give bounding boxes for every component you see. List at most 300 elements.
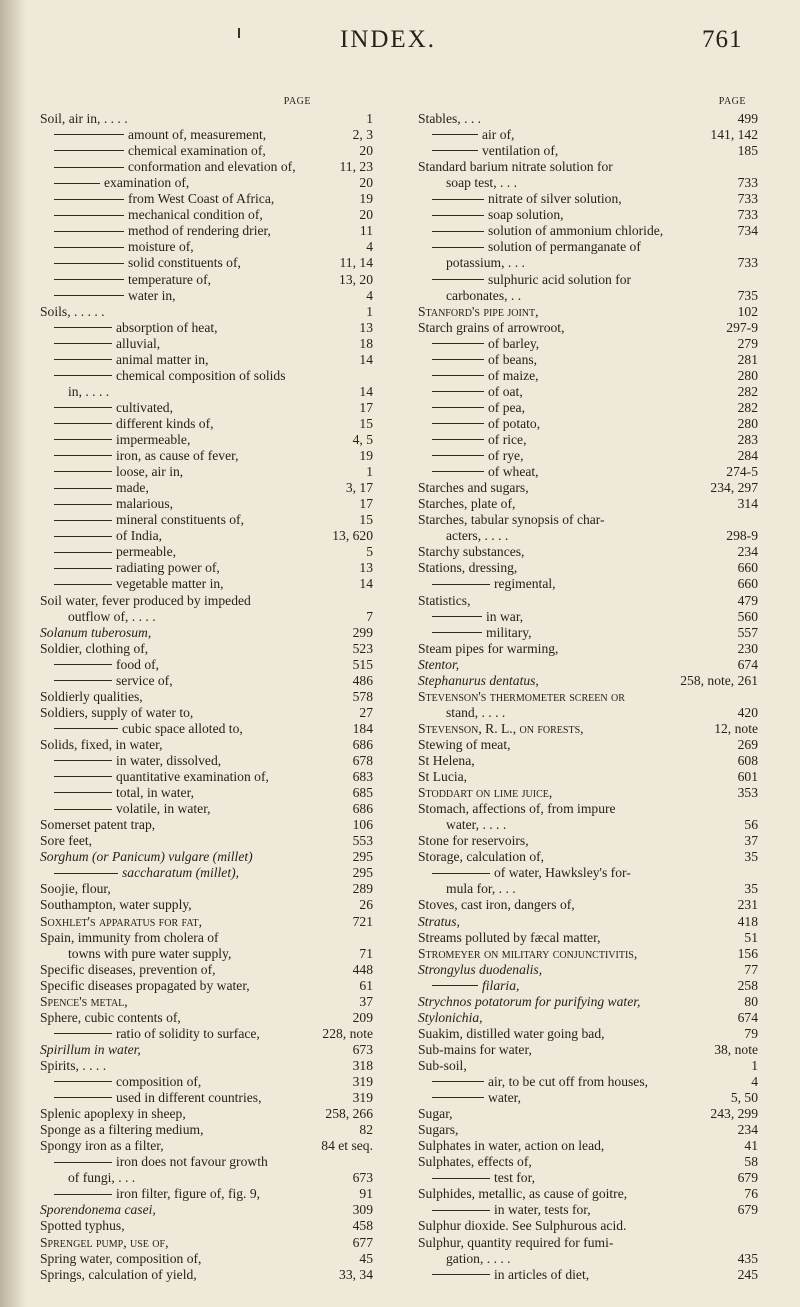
index-entry [418,352,758,368]
ditto-rule [432,584,490,585]
index-entry [418,304,758,320]
entry-page-ref: 209 [352,1009,373,1025]
entry-page-ref: 234 [737,544,758,560]
entry-text: chemical examination of, [128,143,266,159]
entry-text: Solids, fixed, in water, [40,736,163,752]
entry-page-ref: 41 [744,1138,758,1154]
index-entry [40,528,373,544]
index-entry [418,1074,758,1090]
ditto-rule [432,199,484,200]
entry-page-ref: 228, note [322,1025,373,1041]
index-entry [418,897,758,913]
ditto-rule [54,471,112,472]
entry-text: of rye, [488,448,524,464]
page-header [0,18,800,58]
index-entry [418,946,758,962]
entry-text: Sub-soil, [418,1057,467,1073]
index-entry [418,1154,758,1170]
entry-text: regimental, [494,576,556,592]
index-entry [418,576,758,592]
entry-page-ref: 679 [737,1170,758,1186]
entry-text: Stratus, [418,913,460,929]
entry-text: water, . . . . [446,817,507,833]
index-entry [418,239,758,255]
index-entry [40,673,373,689]
entry-text: Stevenson's thermometer screen or [418,688,625,704]
index-entry [40,416,373,432]
entry-text: Stewing of meat, [418,736,511,752]
entry-text: military, [486,624,532,640]
ditto-rule [54,327,112,328]
entry-page-ref: 19 [359,448,373,464]
entry-text: animal matter in, [116,351,209,367]
entry-page-ref: 17 [359,399,373,415]
entry-text: Splenic apoplexy in sheep, [40,1106,186,1122]
index-entry [40,978,373,994]
entry-page-ref: 608 [737,753,758,768]
index-entry [418,288,758,304]
entry-page-ref: 435 [737,1250,758,1266]
entry-text: from West Coast of Africa, [128,191,275,207]
entry-page-ref: 674 [737,1009,758,1025]
index-entry [40,833,373,849]
ditto-rule [432,471,484,472]
index-entry [418,817,758,833]
entry-page-ref: 319 [352,1090,373,1106]
index-entry [40,352,373,368]
index-entry [40,127,373,143]
entry-text: iron filter, figure of, fig. 9, [116,1186,261,1202]
entry-text: mula for, . . . [446,881,516,897]
entry-text: Spotted typhus, [40,1218,125,1234]
index-entry [40,849,373,865]
index-entry [418,1122,758,1138]
entry-text: Sorghum (or Panicum) vulgare (millet) [40,849,253,865]
entry-page-ref: 282 [737,383,758,399]
entry-page-ref: 79 [744,1025,758,1041]
entry-page-ref: 11 [359,223,373,239]
index-entry [418,753,758,769]
index-entry [40,336,373,352]
index-entry [418,272,758,288]
entry-text: stand, . . . . [446,704,506,720]
index-entry [40,175,373,191]
index-entry [418,1106,758,1122]
entry-text: Starches and sugars, [418,480,529,496]
index-entry [418,865,758,881]
entry-text: Stevenson, R. L., on forests, [418,720,584,736]
entry-text: cultivated, [116,399,173,415]
index-entry [418,978,758,994]
index-entry [40,1138,373,1154]
ditto-rule [432,391,484,392]
entry-text: Sub-mains for water, [418,1041,532,1057]
entry-text: Starchy substances, [418,544,525,560]
index-entry [40,641,373,657]
entry-text: Streams polluted by fæcal matter, [418,929,601,945]
index-entry [418,721,758,737]
index-entry [40,721,373,737]
ditto-rule [54,247,124,248]
index-entry [40,881,373,897]
index-entry [40,1074,373,1090]
entry-page-ref: 678 [352,753,373,768]
index-entry [40,1010,373,1026]
entry-text: Stomach, affections of, from impure [418,801,616,817]
entry-text: nitrate of silver solution, [488,191,622,207]
ditto-rule [54,568,112,569]
index-entry [40,1186,373,1202]
index-entry [418,1010,758,1026]
index-entry [418,673,758,689]
entry-text: mineral constituents of, [116,512,244,528]
entry-text: Steam pipes for warming, [418,640,559,656]
index-entry [40,512,373,528]
entry-text: Sugars, [418,1122,459,1138]
ditto-rule [432,279,484,280]
entry-page-ref: 45 [359,1250,373,1266]
index-entry [418,384,758,400]
entry-page-ref: 77 [744,961,758,977]
entry-page-ref: 13, 620 [332,528,373,544]
ditto-rule [54,680,112,681]
entry-text: of pea, [488,399,525,415]
entry-text: Stanford's pipe joint, [418,303,539,319]
entry-page-ref: 35 [744,881,758,897]
entry-page-ref: 14 [359,351,373,367]
entry-text: Strychnos potatorum for purifying water, [418,993,641,1009]
entry-page-ref: 184 [352,720,373,736]
entry-text: Starches, tabular synopsis of char- [418,512,605,528]
ditto-rule [54,215,124,216]
entry-page-ref: 673 [352,1170,373,1186]
entry-page-ref: 84 et seq. [321,1138,373,1154]
entry-page-ref: 37 [744,833,758,849]
ditto-rule [54,1162,112,1163]
entry-page-ref: 295 [352,865,373,881]
entry-text: St Helena, [418,753,475,768]
ditto-rule [432,632,482,633]
ditto-rule [432,985,478,986]
index-entry [40,560,373,576]
entry-page-ref: 35 [744,849,758,865]
entry-page-ref: 297-9 [726,319,758,335]
index-entry [418,657,758,673]
entry-page-ref: 5, 50 [730,1090,758,1106]
entry-page-ref: 37 [359,993,373,1009]
entry-text: Somerset patent trap, [40,817,156,833]
entry-text: in articles of diet, [494,1266,590,1282]
entry-page-ref: 102 [737,303,758,319]
entry-text: in water, dissolved, [116,753,222,768]
entry-text: Spain, immunity from cholera of [40,929,219,945]
entry-text: acters, . . . . [446,528,509,544]
entry-text: Sporendonema casei, [40,1202,156,1218]
entry-page-ref: 735 [737,287,758,303]
entry-text: Spring water, composition of, [40,1250,202,1266]
index-entry [418,769,758,785]
index-entry [418,849,758,865]
index-entry [418,111,758,127]
ditto-rule [54,728,118,729]
entry-page-ref: 314 [737,496,758,512]
entry-page-ref: 1 [366,303,373,319]
entry-text: Specific diseases propagated by water, [40,977,250,993]
index-entry [418,625,758,641]
entry-page-ref: 185 [737,143,758,159]
entry-page-ref: 318 [352,1057,373,1073]
entry-text: test for, [494,1170,535,1186]
entry-page-ref: 274-5 [726,464,758,480]
entry-text: filaria, [482,977,520,993]
entry-page-ref: 234 [737,1122,758,1138]
entry-page-ref: 557 [737,624,758,640]
entry-page-ref: 80 [744,993,758,1009]
entry-text: Storage, calculation of, [418,849,545,865]
entry-page-ref: 3, 17 [345,480,373,496]
ditto-rule [54,664,112,665]
index-entry [40,962,373,978]
index-entry [418,801,758,817]
entry-page-ref: 258, 266 [325,1106,373,1122]
index-entry [40,191,373,207]
entry-text: ventilation of, [482,143,559,159]
entry-page-ref: 4 [366,239,373,255]
entry-text: used in different countries, [116,1090,262,1106]
entry-text: radiating power of, [116,560,220,576]
entry-page-ref: 679 [737,1202,758,1218]
entry-page-ref: 683 [352,769,373,785]
ditto-rule [54,1033,112,1034]
index-entry [40,384,373,400]
ditto-rule [432,1274,490,1275]
index-entry [40,1026,373,1042]
entry-text: alluvial, [116,335,161,351]
entry-text: Stone for reservoirs, [418,833,529,849]
index-entry [40,1267,373,1283]
ditto-rule [432,247,484,248]
entry-text: Sulphur dioxide. See Sulphurous acid. [418,1218,627,1234]
index-entry [40,946,373,962]
entry-text: of oat, [488,383,523,399]
entry-text: Southampton, water supply, [40,897,192,913]
ditto-rule [432,134,478,135]
entry-text: sulphuric acid solution for [488,271,632,287]
entry-text: air, to be cut off from houses, [488,1074,649,1089]
entry-text: gation, . . . . [446,1250,511,1266]
ditto-rule [54,295,124,296]
entry-page-ref: 448 [352,961,373,977]
entry-page-ref: 245 [737,1266,758,1282]
ditto-rule [54,809,112,810]
index-entry [418,127,758,143]
entry-text: Spongy iron as a filter, [40,1138,164,1154]
index-entry [418,400,758,416]
index-entry [418,705,758,721]
index-entry [418,737,758,753]
entry-page-ref: 283 [737,432,758,447]
entry-text: Suakim, distilled water going bad, [418,1025,605,1041]
entry-text: outflow of, . . . . [68,608,156,624]
index-entry [418,962,758,978]
index-entry [418,930,758,946]
entry-page-ref: 141, 142 [710,127,758,143]
index-entry [418,609,758,625]
entry-page-ref: 7 [366,608,373,624]
entry-page-ref: 20 [359,175,373,191]
entry-text: of India, [116,528,163,544]
ditto-rule [54,455,112,456]
entry-page-ref: 82 [359,1122,373,1138]
ditto-rule [432,1097,484,1098]
entry-page-ref: 258 [737,977,758,993]
entry-page-ref: 18 [359,335,373,351]
entry-page-ref: 13 [359,319,373,335]
entry-text: soap test, . . . [446,175,517,191]
entry-page-ref: 560 [737,608,758,624]
entry-text: Strongylus duodenalis, [418,961,543,977]
index-entry [418,416,758,432]
entry-text: Sponge as a filtering medium, [40,1122,204,1138]
entry-page-ref: 601 [737,769,758,785]
ditto-rule [54,263,124,264]
entry-page-ref: 733 [737,175,758,191]
entry-text: vegetable matter in, [116,576,224,592]
page-column-heading: PAGE [718,96,746,107]
entry-text: in water, tests for, [494,1202,591,1218]
index-entry [418,143,758,159]
index-entry [418,320,758,336]
ditto-rule [432,231,484,232]
index-entry [40,159,373,175]
ditto-rule [54,792,112,793]
index-entry [418,1170,758,1186]
index-entry [40,239,373,255]
index-entry [418,1042,758,1058]
entry-page-ref: 156 [737,945,758,961]
index-entry [418,448,758,464]
ditto-rule [54,279,124,280]
entry-text: Soil water, fever produced by impeded [40,592,251,608]
entry-page-ref: 243, 299 [710,1106,758,1122]
index-entry [418,544,758,560]
index-entry [40,705,373,721]
ditto-rule [432,359,484,360]
entry-page-ref: 51 [744,929,758,945]
index-entry [418,464,758,480]
index-entry [40,255,373,271]
ditto-rule [54,873,118,874]
entry-page-ref: 677 [352,1234,373,1250]
entry-text: Sulphides, metallic, as cause of goitre, [418,1186,628,1202]
entry-text: of barley, [488,335,540,351]
index-entry [40,272,373,288]
entry-page-ref: 523 [352,640,373,656]
entry-page-ref: 91 [359,1186,373,1202]
entry-text: food of, [116,656,160,672]
entry-page-ref: 20 [359,143,373,159]
entry-text: water, [488,1090,522,1106]
entry-text: impermeable, [116,432,191,447]
entry-page-ref: 458 [352,1218,373,1234]
entry-page-ref: 231 [737,897,758,913]
entry-page-ref: 418 [737,913,758,929]
entry-text: towns with pure water supply, [68,945,232,961]
index-entry [418,560,758,576]
entry-page-ref: 279 [737,335,758,351]
entry-text: absorption of heat, [116,319,218,335]
entry-text: Sprengel pump, use of, [40,1234,169,1250]
index-entry [40,111,373,127]
entry-page-ref: 284 [737,448,758,464]
entry-text: Soldierly qualities, [40,688,143,704]
entry-page-ref: 26 [359,897,373,913]
index-entry [418,914,758,930]
entry-text: saccharatum (millet), [122,865,240,881]
entry-text: mechanical condition of, [128,207,263,223]
index-entry [40,817,373,833]
index-entry [418,496,758,512]
entry-text: Soojie, flour, [40,881,111,897]
index-entry [418,336,758,352]
ditto-rule [432,407,484,408]
entry-page-ref: 733 [737,207,758,223]
index-entry [40,480,373,496]
index-entry [40,432,373,448]
entry-page-ref: 280 [737,415,758,431]
index-entry [40,223,373,239]
entry-text: cubic space alloted to, [122,720,243,736]
index-entry [40,593,373,609]
entry-text: iron does not favour growth [116,1154,268,1170]
entry-text: chemical composition of solids [116,367,286,383]
entry-page-ref: 14 [359,576,373,592]
entry-page-ref: 76 [744,1186,758,1202]
entry-text: of rice, [488,432,527,447]
index-entry [40,657,373,673]
entry-text: potassium, . . . [446,255,525,271]
entry-page-ref: 685 [352,785,373,801]
ditto-rule [432,150,478,151]
ditto-rule [432,375,484,376]
page-binding-shadow [0,0,26,1307]
entry-text: of maize, [488,367,539,383]
index-entry [40,689,373,705]
entry-page-ref: 19 [359,191,373,207]
index-entry [40,753,373,769]
ditto-rule [54,359,112,360]
entry-text: Soldier, clothing of, [40,640,149,656]
entry-page-ref: 299 [352,624,373,640]
entry-text: ratio of solidity to surface, [116,1025,260,1041]
entry-text: conformation and elevation of, [128,159,296,175]
index-entry [40,1235,373,1251]
index-entry [418,512,758,528]
entry-text: Sulphates in water, action on lead, [418,1138,605,1154]
ditto-rule [54,552,112,553]
entry-text: of wheat, [488,464,539,480]
entry-page-ref: 27 [359,704,373,720]
entry-text: Starches, plate of, [418,496,516,512]
index-entry [418,641,758,657]
index-entry [418,223,758,239]
entry-text: Spence's metal, [40,993,128,1009]
entry-page-ref: 15 [359,415,373,431]
entry-page-ref: 4 [751,1074,758,1089]
ditto-rule [54,776,112,777]
entry-text: Standard barium nitrate solution for [418,159,613,175]
index-entry [40,1058,373,1074]
